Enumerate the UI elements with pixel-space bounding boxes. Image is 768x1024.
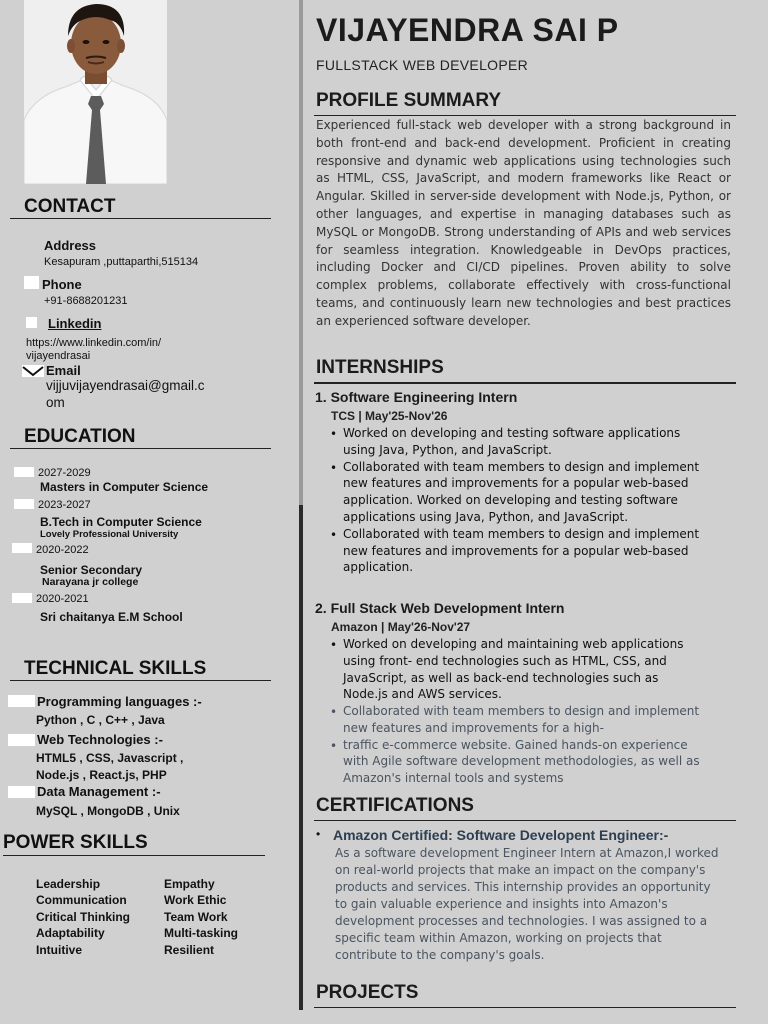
power-skill: Empathy xyxy=(164,877,215,891)
email-icon xyxy=(22,364,44,376)
internship-bullets-2-muted xyxy=(330,703,700,787)
education-school-2: Lovely Professional University xyxy=(40,529,179,540)
education-divider xyxy=(10,448,271,449)
education-marker-2 xyxy=(14,499,34,509)
education-years-2: 2023-2027 xyxy=(38,499,91,511)
list-item: • traffic e-commerce website. Gained hands-on experience with Agile software development methodologies, as well as Amazon's internal tools and systems xyxy=(330,737,700,787)
education-marker-3 xyxy=(12,543,32,553)
linkedin-url-line1[interactable]: https://www.linkedin.com/in/ xyxy=(26,337,162,349)
profile-divider xyxy=(314,115,736,116)
power-skills-divider xyxy=(3,855,265,856)
profile-summary-text: Experienced full-stack web developer with a strong background in both front-end and back-end development. Proficient in creating responsive and dynamic web applications using technologies such as HTML, CSS, JavaScript, and modern frameworks like React or Angular. Skilled in server-side development with Node.js, Python, or other languages, and expertise in managing databases such as MySQL or MongoDB. Strong understanding of APIs and web services for seamless integration. Knowledgeable in DevOps practices, including Docker and CI/CD pipelines. Proven ability to solve complex problems, collaborate effectively with cross-functional teams, and continuously learn new technologies and best practices an experienced software developer. xyxy=(316,118,731,328)
power-skills-heading: POWER SKILLS xyxy=(3,832,148,853)
skills-marker-3 xyxy=(8,786,35,798)
cert-bullet: • xyxy=(316,827,321,841)
column-divider-bottom xyxy=(299,505,303,1010)
linkedin-url-line2[interactable]: vijayendrasai xyxy=(26,350,91,362)
linkedin-icon xyxy=(26,317,37,328)
address-value: Kesapuram ,puttaparthi,515134 xyxy=(44,256,199,268)
internship-bullets-1 xyxy=(330,425,700,576)
power-skill: Resilient xyxy=(164,942,215,957)
power-skill: Team Work xyxy=(164,909,228,924)
list-item: • Worked on developing and testing software applications using Java, Python, and JavaScript. xyxy=(330,425,700,459)
education-degree-4: Sri chaitanya E.M School xyxy=(40,610,183,624)
candidate-title: FULLSTACK WEB DEVELOPER xyxy=(316,57,529,73)
internship-title-1: 1. Software Engineering Intern xyxy=(315,389,518,405)
column-divider-top xyxy=(299,0,303,505)
certifications-divider xyxy=(314,820,736,821)
power-skill: Leadership xyxy=(36,877,101,891)
internship-title-2: 2. Full Stack Web Development Intern xyxy=(315,600,565,616)
power-skill: Communication xyxy=(36,893,127,908)
person-photo-icon xyxy=(24,0,167,184)
skill-group-line-3: MySQL , MongoDB , Unix xyxy=(36,804,180,818)
email-value-line2[interactable]: om xyxy=(46,395,65,410)
skill-group-title-2: Web Technologies :- xyxy=(37,732,163,747)
phone-icon xyxy=(24,276,39,289)
list-item: • Collaborated with team members to design and implement new features and improvements for a high- xyxy=(330,703,700,737)
internship-bullets-2 xyxy=(330,636,700,703)
contact-heading: CONTACT xyxy=(24,196,116,217)
profile-photo xyxy=(24,0,167,184)
power-skill: Adaptability xyxy=(36,926,105,941)
projects-divider xyxy=(314,1007,736,1008)
power-skill: Work Ethic xyxy=(164,893,227,908)
skills-marker-1 xyxy=(8,695,35,707)
projects-heading: PROJECTS xyxy=(316,982,419,1003)
skill-group-title-1: Programming languages :- xyxy=(37,694,202,709)
education-marker-4 xyxy=(12,593,32,603)
education-years-3: 2020-2022 xyxy=(36,544,89,556)
power-skills-col2 xyxy=(164,876,238,958)
skill-group-line-2b: Node.js , React.js, PHP xyxy=(36,768,167,782)
education-degree-1: Masters in Computer Science xyxy=(40,480,209,494)
power-skill: Critical Thinking xyxy=(36,909,131,924)
internship-company-1: TCS | May'25-Nov'26 xyxy=(331,409,448,423)
power-skills-col1 xyxy=(36,876,130,958)
education-years-1: 2027-2029 xyxy=(38,467,91,479)
list-item: • Collaborated with team members to design and implement new features and improvements for a popular web-based application. xyxy=(330,526,700,576)
linkedin-link[interactable]: Linkedin xyxy=(48,316,102,331)
skill-group-title-3: Data Management :- xyxy=(37,784,161,799)
power-skill: Intuitive xyxy=(36,942,83,957)
list-item: • Collaborated with team members to design and implement new features and improvements for a popular web-based application. Worked on developing and testing software applications using Java, Python, and JavaScript. xyxy=(330,459,700,526)
address-label: Address xyxy=(44,238,97,253)
technical-skills-heading: TECHNICAL SKILLS xyxy=(24,658,207,679)
internships-divider xyxy=(314,382,736,384)
education-degree-2: B.Tech in Computer Science xyxy=(40,515,202,529)
skill-group-line-1: Python , C , C++ , Java xyxy=(36,713,165,727)
phone-label: Phone xyxy=(42,277,82,292)
phone-value: +91-8688201231 xyxy=(44,295,128,307)
education-heading: EDUCATION xyxy=(24,426,136,447)
list-item: • Worked on developing and maintaining web applications using front- end technologies such as HTML, CSS, and JavaScript, as well as back-end technologies such as Node.js and AWS services. xyxy=(330,636,700,703)
skills-marker-2 xyxy=(8,734,35,746)
technical-skills-divider xyxy=(10,680,271,681)
candidate-name: VIJAYENDRA SAI P xyxy=(316,12,619,48)
cert-title: Amazon Certified: Software Developent Engineer:- xyxy=(333,827,669,843)
email-value-line1[interactable]: vijjuvijayendrasai@gmail.c xyxy=(46,378,205,393)
education-years-4: 2020-2021 xyxy=(36,593,89,605)
education-school-3: Narayana jr college xyxy=(42,576,139,588)
email-label: Email xyxy=(46,363,81,378)
internships-heading: INTERNSHIPS xyxy=(316,357,444,378)
cert-description: As a software development Engineer Intern at Amazon,I worked on real-world projects that make an impact on the company's products and services. This internship provides an opportunity to gain valuable experience and insights into Amazon's development processes and technologies. I was assigned to a specific team within Amazon, working on projects that contribute to the company's goals. xyxy=(335,846,719,962)
contact-divider xyxy=(10,218,271,219)
certifications-heading: CERTIFICATIONS xyxy=(316,795,474,816)
profile-summary-heading: PROFILE SUMMARY xyxy=(316,90,502,111)
education-marker-1 xyxy=(14,467,34,477)
power-skill: Multi-tasking xyxy=(164,926,238,941)
skill-group-line-2a: HTML5 , CSS, Javascript , xyxy=(36,751,184,765)
education-degree-3: Senior Secondary xyxy=(40,563,143,577)
internship-company-2: Amazon | May'26-Nov'27 xyxy=(331,620,471,634)
